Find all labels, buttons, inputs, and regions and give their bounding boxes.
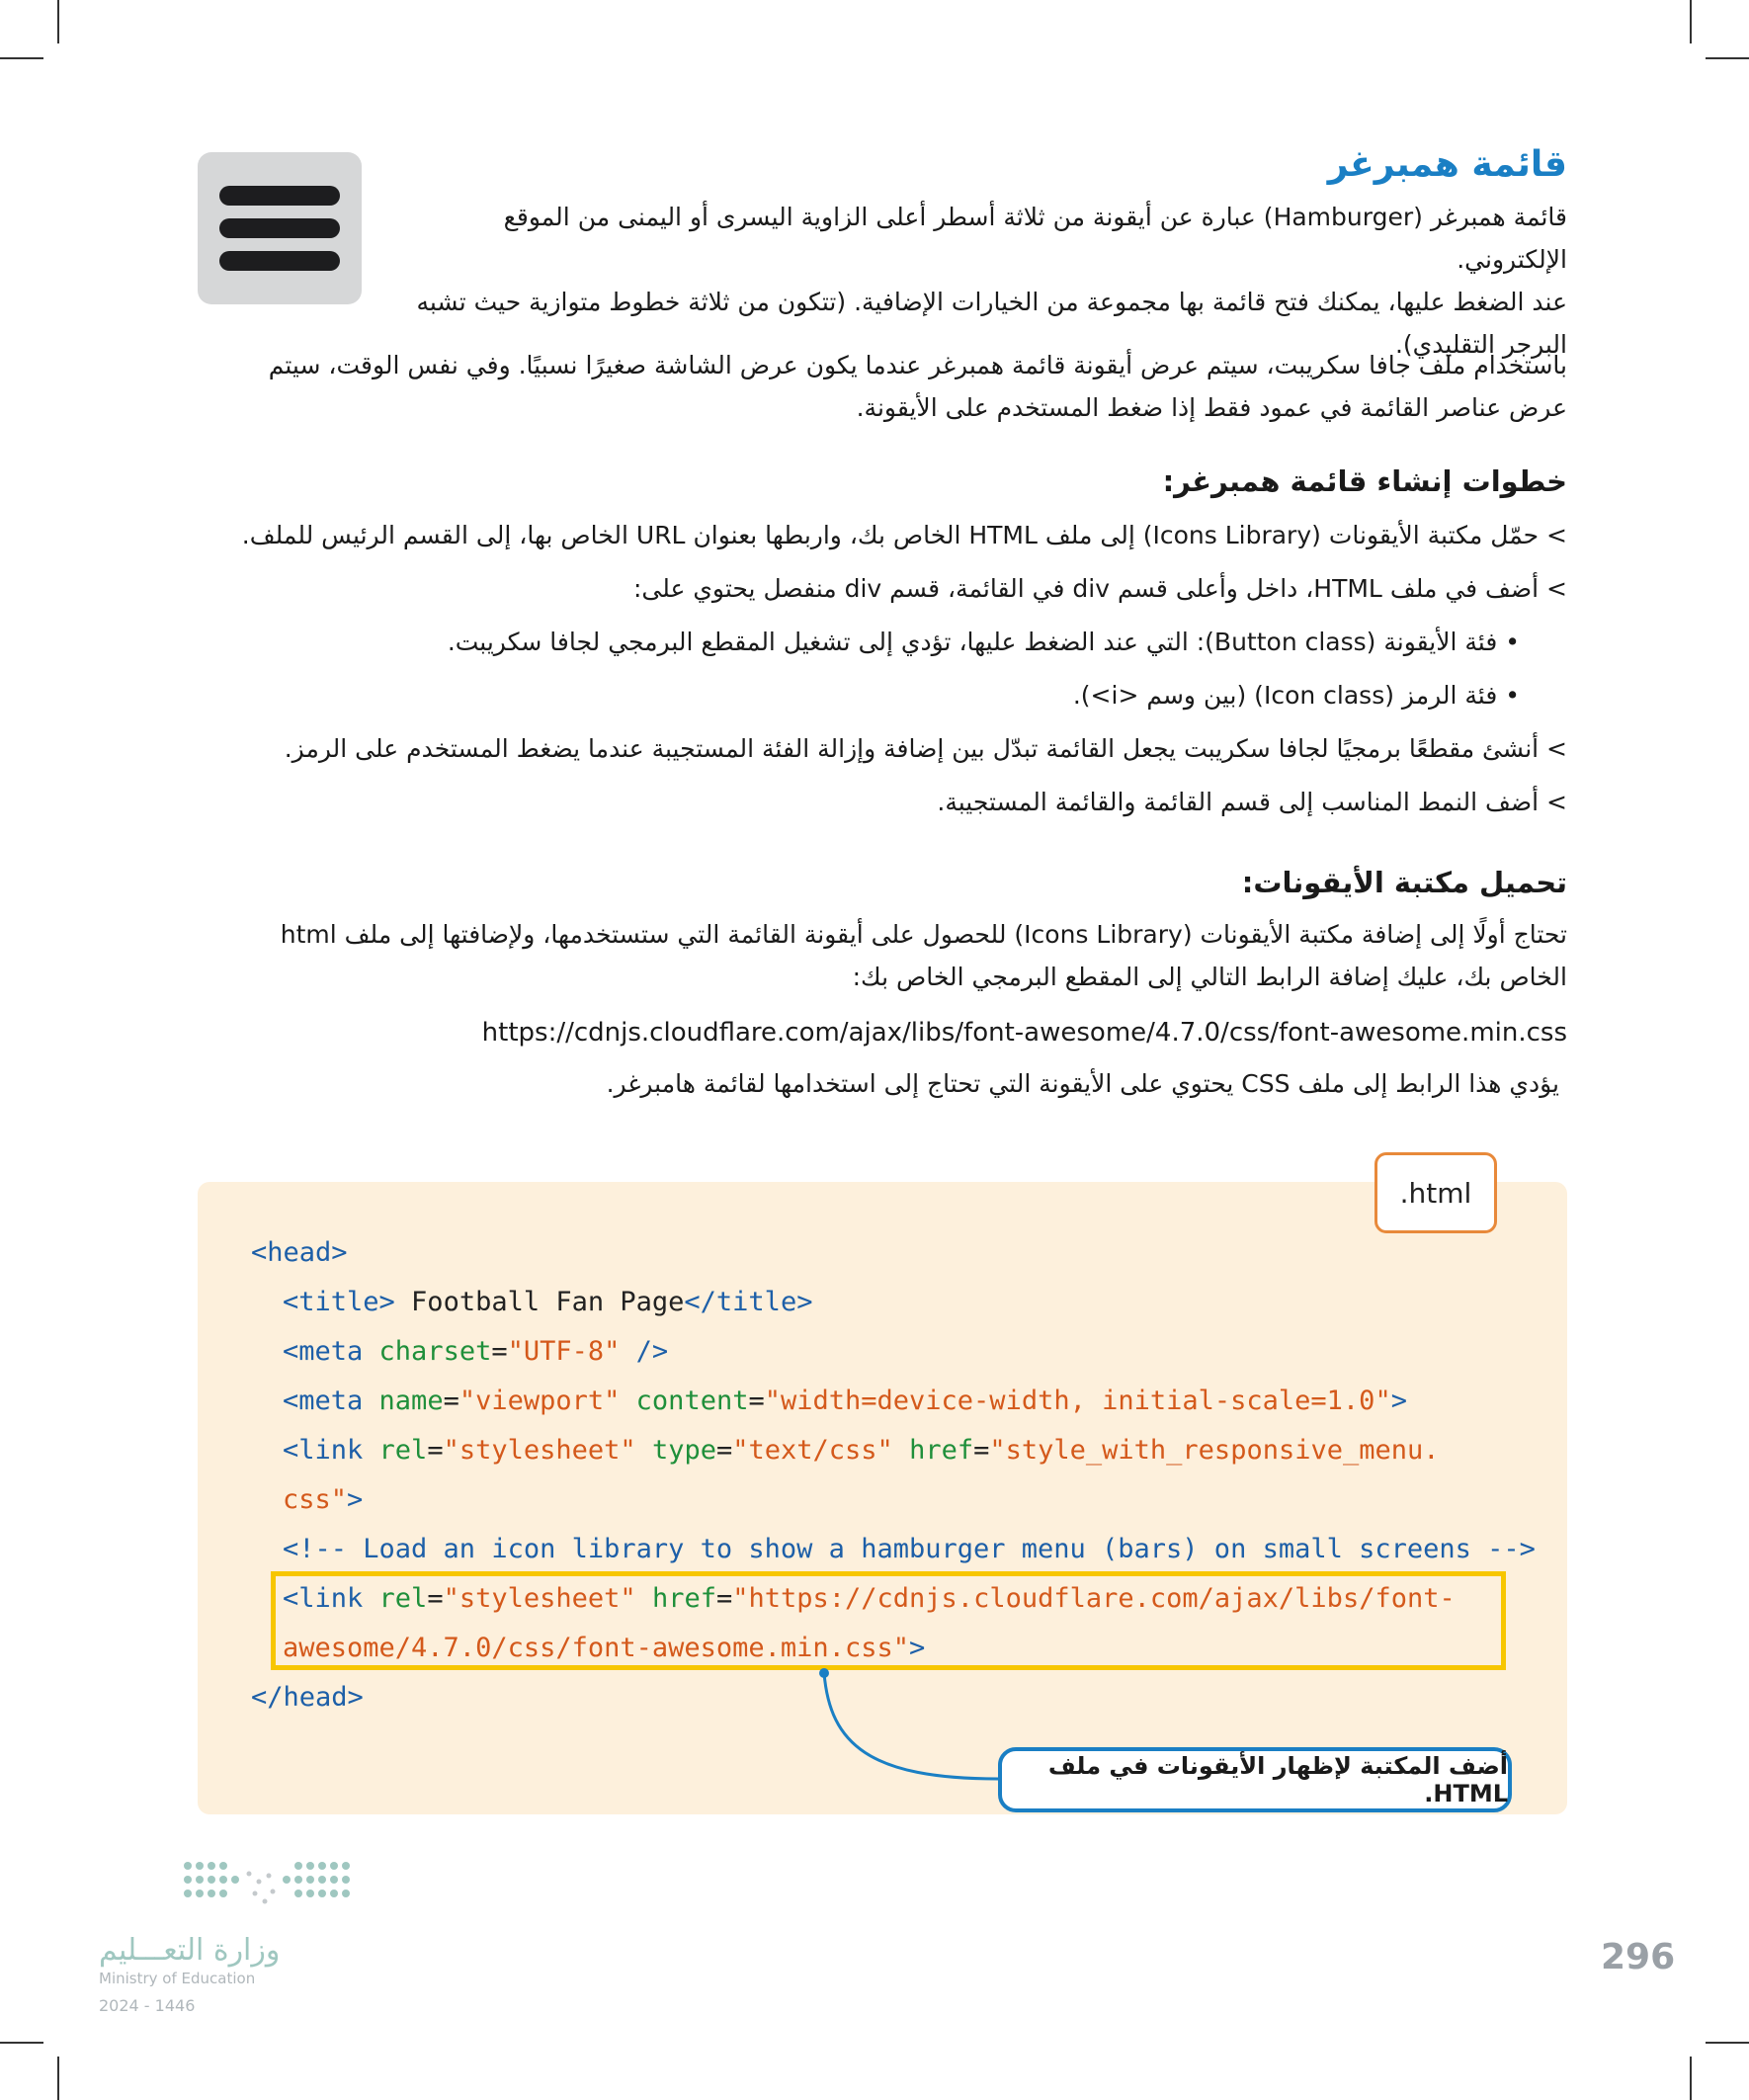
code-line <box>283 1525 1536 1574</box>
code-token: "text/css" <box>732 1435 893 1466</box>
code-token: "viewport" <box>458 1386 621 1416</box>
code-token: name <box>378 1386 444 1416</box>
code-token: "UTF-8" <box>507 1336 621 1367</box>
code-line <box>283 1278 812 1327</box>
callout-note: أضف المكتبة لإظهار الأيقونات في ملف HTML. <box>998 1747 1512 1812</box>
step-item: > أضف في ملف HTML، داخل وأعلى قسم div في القائمة، قسم div منفصل يحتوي على: <box>632 574 1567 603</box>
code-token: <meta <box>283 1336 379 1367</box>
code-token: rel <box>378 1435 428 1466</box>
js-paragraph <box>194 344 1567 429</box>
code-line <box>283 1574 1456 1624</box>
code-token: = <box>491 1336 508 1367</box>
code-token: = <box>973 1435 990 1466</box>
code-line <box>283 1327 668 1377</box>
code-token: </head> <box>251 1682 364 1713</box>
code-token: rel <box>378 1583 428 1614</box>
code-token: /> <box>620 1336 669 1367</box>
code-token: content <box>635 1386 749 1416</box>
code-token: <head> <box>251 1237 348 1268</box>
code-token: href <box>909 1435 974 1466</box>
step-item: > أضف النمط المناسب إلى قسم القائمة والقائمة المستجيبة. <box>937 788 1567 816</box>
callout-connector <box>810 1665 1008 1784</box>
icons-line: تحتاج أولًا إلى إضافة مكتبة الأيقونات (Icons Library) للحصول على أيقونة القائمة التي ستستخدمها، ولإضافتها إلى ملف html <box>280 920 1567 949</box>
code-token: = <box>427 1435 444 1466</box>
code-token: css" <box>283 1484 348 1515</box>
crop-mark <box>1690 0 1692 43</box>
step-item: > أنشئ مقطعًا برمجيًا لجافا سكريبت يجعل القائمة تبدّل بين إضافة وإزالة الفئة المستجيبة عندما يضغط المستخدم على الرمز. <box>284 734 1567 763</box>
crop-mark <box>57 0 59 43</box>
code-token: </title> <box>684 1287 813 1317</box>
code-token: = <box>715 1583 733 1614</box>
code-comment: <!-- Load an icon library to show a hamburger menu (bars) on small screens --> <box>283 1534 1536 1564</box>
code-token: "https://cdnjs.cloudflare.com/ajax/libs/font- <box>732 1583 1456 1614</box>
code-line <box>283 1426 1440 1475</box>
icons-paragraph <box>184 913 1567 998</box>
edition-year: 2024 - 1446 <box>99 1996 196 2015</box>
code-token: awesome/4.7.0/css/font-awesome.min.css" <box>283 1633 909 1663</box>
code-line <box>251 1673 364 1722</box>
library-url: https://cdnjs.cloudflare.com/ajax/libs/font-awesome/4.7.0/css/font-awesome.min.css <box>481 1018 1567 1048</box>
intro-line: عند الضغط عليها، يمكنك فتح قائمة بها مجموعة من الخيارات الإضافية. (تتكون من ثلاثة خطوط متوازية حيث تشبه <box>416 288 1567 316</box>
code-token: = <box>715 1435 733 1466</box>
ministry-logo-icon <box>180 1858 358 1913</box>
crop-mark <box>1706 2042 1749 2044</box>
intro-line: قائمة همبرغر (Hamburger) عبارة عن أيقونة من ثلاثة أسطر أعلى الزاوية اليسرى أو اليمنى من الموقع الإلكتروني. <box>503 203 1567 274</box>
code-token: > <box>347 1484 364 1515</box>
intro-paragraph <box>391 196 1567 366</box>
bullet-item: • فئة الرمز (Icon class) (بين وسم <i>). <box>1072 681 1520 710</box>
js-line: باستخدام ملف جافا سكريبت، سيتم عرض أيقونة قائمة همبرغر عندما يكون عرض الشاشة صغيرًا نسبيًا. وفي نفس الوقت، سيتم <box>268 351 1567 379</box>
crop-mark <box>57 2057 59 2100</box>
crop-mark <box>1706 57 1749 59</box>
code-token: type <box>651 1435 716 1466</box>
crop-mark <box>1690 2057 1692 2100</box>
code-token: <title> <box>283 1287 395 1317</box>
code-token: <meta <box>283 1386 379 1416</box>
section-title: قائمة همبرغر <box>1327 144 1567 185</box>
code-token: "style_with_responsive_menu. <box>989 1435 1440 1466</box>
icons-line: الخاص بك، عليك إضافة الرابط التالي إلى المقطع البرمجي الخاص بك: <box>852 963 1567 991</box>
code-token: > <box>1390 1386 1407 1416</box>
icons-note: يؤدي هذا الرابط إلى ملف CSS يحتوي على الأيقونة التي تحتاج إلى استخدامها لقائمة هامبرغر. <box>606 1069 1559 1098</box>
intro-line: البرجر التقليدي). <box>1394 330 1567 359</box>
code-line <box>251 1228 348 1278</box>
file-type-tab: .html <box>1374 1152 1497 1233</box>
page-number: 296 <box>1601 1937 1676 1977</box>
ministry-name-ar: وزارة التعـــليم <box>99 1933 281 1968</box>
code-token: = <box>427 1583 444 1614</box>
code-token: <link <box>283 1583 379 1614</box>
code-token: "stylesheet" <box>443 1583 636 1614</box>
crop-mark <box>0 2042 43 2044</box>
code-token: Football Fan Page <box>394 1287 685 1317</box>
code-token: = <box>748 1386 765 1416</box>
code-token: = <box>443 1386 459 1416</box>
code-token: > <box>908 1633 926 1663</box>
ministry-name-en: Ministry of Education <box>99 1970 256 1987</box>
steps-heading: خطوات إنشاء قائمة همبرغر: <box>1162 464 1567 498</box>
code-token: charset <box>378 1336 492 1367</box>
bullet-item: • فئة الأيقونة (Button class): التي عند الضغط عليها، تؤدي إلى تشغيل المقطع البرمجي لجافا سكريبت. <box>447 628 1520 656</box>
js-line: عرض عناصر القائمة في عمود فقط إذا ضغط المستخدم على الأيقونة. <box>856 393 1567 422</box>
step-item: > حمّل مكتبة الأيقونات (Icons Library) إلى ملف HTML الخاص بك، واربطها بعنوان URL الخاص بها، إلى القسم الرئيس للملف. <box>241 521 1567 549</box>
crop-mark <box>0 57 43 59</box>
code-token: "width=device-width, initial-scale=1.0" <box>764 1386 1391 1416</box>
icons-heading: تحميل مكتبة الأيقونات: <box>1241 866 1567 899</box>
code-line <box>283 1475 363 1525</box>
code-token: <link <box>283 1435 379 1466</box>
code-token: "stylesheet" <box>443 1435 636 1466</box>
code-line <box>283 1377 1407 1426</box>
code-token: href <box>651 1583 716 1614</box>
hamburger-icon <box>198 152 362 304</box>
